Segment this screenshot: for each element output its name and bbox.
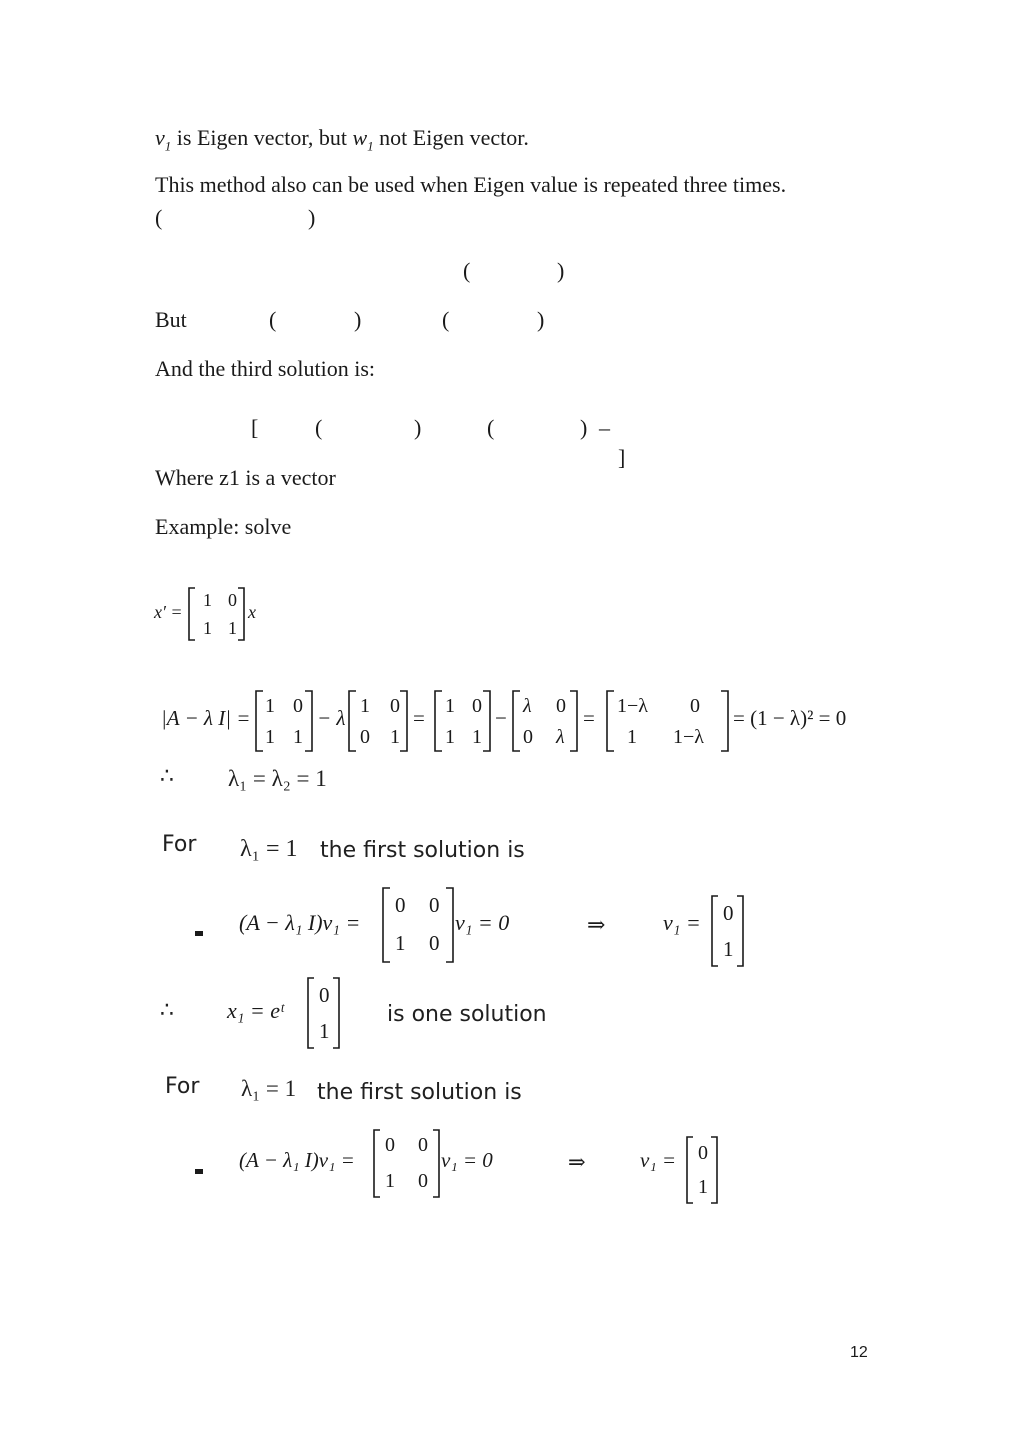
block1-equation (235, 882, 755, 972)
svg-text:0: 0 (472, 695, 482, 717)
svg-text:1: 1 (445, 726, 455, 748)
svg-text:λ: λ (523, 695, 532, 717)
svg-text:1: 1 (472, 726, 482, 748)
w-symbol: w (352, 125, 368, 150)
svg-text:1−λ: 1−λ (673, 726, 704, 748)
svg-text:1: 1 (203, 590, 212, 610)
paren-close-a: ) (308, 205, 316, 230)
svg-text:1−λ: 1−λ (617, 695, 648, 717)
third-close-1: ) (414, 415, 422, 440)
svg-text:v₁ = 0: v₁ = 0 (455, 910, 510, 935)
example-label: Example: solve (155, 514, 292, 539)
therefore-symbol-1: ∴ (160, 764, 174, 789)
one-solution-caption: is one solution (387, 1002, 547, 1027)
paren-close-b: ) (557, 258, 565, 283)
svg-text:⇒: ⇒ (568, 1150, 586, 1174)
caption-1: the first solution is (320, 838, 525, 863)
svg-text:|A − λ I| =: |A − λ I| = (161, 706, 251, 730)
for-label-1: For (162, 832, 197, 857)
svg-text:(A − λ₁ I)v₁ =: (A − λ₁ I)v₁ = (239, 910, 361, 935)
third-solution-intro: And the third solution is: (155, 356, 375, 381)
intro-part1: is Eigen vector, but (171, 125, 353, 150)
method-note: This method also can be used when Eigen value is repeated three times. (155, 172, 787, 197)
svg-text:= (1 − λ)² = 0: = (1 − λ)² = 0 (733, 706, 847, 730)
bullet-dot-1 (195, 931, 203, 936)
svg-text:0: 0 (418, 1170, 428, 1192)
svg-text:λ: λ (556, 726, 565, 748)
svg-text:0: 0 (698, 1142, 708, 1164)
svg-text:0: 0 (385, 1134, 395, 1156)
svg-text:0: 0 (723, 901, 734, 925)
svg-text:v₁ = 0: v₁ = 0 (441, 1148, 493, 1172)
svg-text:1: 1 (319, 1019, 330, 1043)
svg-text:1: 1 (360, 695, 370, 717)
but-close-2: ) (537, 307, 545, 332)
paren-open-b: ( (463, 258, 471, 283)
svg-text:0: 0 (395, 893, 406, 917)
svg-text:1: 1 (265, 695, 275, 717)
svg-text:x₁ = eᵗ: x₁ = eᵗ (227, 998, 284, 1023)
ode-lhs: x′ = (154, 602, 183, 622)
svg-text:1: 1 (293, 726, 303, 748)
svg-text:− λ: − λ (317, 706, 346, 730)
svg-text:0: 0 (228, 590, 237, 610)
svg-text:1: 1 (445, 695, 455, 717)
lambda-eq-2: λ₁ = 1 (241, 1076, 297, 1101)
third-bracket-open: [ (251, 415, 259, 440)
svg-text:−: − (495, 706, 507, 730)
svg-text:1: 1 (395, 931, 406, 955)
but-open-2: ( (442, 307, 450, 332)
svg-text:0: 0 (523, 726, 533, 748)
svg-text:0: 0 (360, 726, 370, 748)
therefore-symbol-2: ∴ (160, 998, 174, 1023)
intro-line (155, 125, 529, 154)
third-bracket-close: ] (618, 445, 626, 470)
w-subscript: 1 (367, 138, 374, 154)
svg-text:0: 0 (390, 695, 400, 717)
svg-text:v₁ =: v₁ = (640, 1148, 677, 1172)
ode-rhs: x (248, 602, 256, 622)
for-label-2: For (165, 1074, 200, 1099)
svg-text:0: 0 (690, 695, 700, 717)
svg-text:0: 0 (556, 695, 566, 717)
v-symbol: v (155, 125, 165, 150)
where-note: Where z1 is a vector (155, 465, 336, 490)
svg-text:v₁ =: v₁ = (663, 910, 701, 935)
svg-text:0: 0 (429, 931, 440, 955)
lambda-eq-1: λ₁ = 1 (240, 836, 298, 862)
svg-text:0: 0 (319, 983, 330, 1007)
but-open-1: ( (269, 307, 277, 332)
svg-text:0: 0 (293, 695, 303, 717)
svg-text:1: 1 (228, 618, 237, 638)
svg-text:0: 0 (418, 1134, 428, 1156)
svg-text:⇒: ⇒ (587, 912, 606, 937)
svg-text:1: 1 (627, 726, 637, 748)
third-minus: – (599, 415, 610, 440)
ode-equation (150, 582, 280, 644)
paren-open-a: ( (155, 205, 163, 230)
intro-part2: not Eigen vector. (373, 125, 529, 150)
svg-text:(A − λ₁ I)v₁ =: (A − λ₁ I)v₁ = (239, 1148, 355, 1172)
but-label: But (155, 307, 187, 332)
v-subscript: 1 (164, 138, 172, 154)
third-close-2: ) (580, 415, 588, 440)
svg-text:1: 1 (723, 937, 734, 961)
svg-text:=: = (413, 706, 425, 730)
svg-text:1: 1 (390, 726, 400, 748)
third-open-1: ( (315, 415, 323, 440)
svg-text:1: 1 (203, 618, 212, 638)
svg-text:1: 1 (385, 1170, 395, 1192)
svg-text:1: 1 (265, 726, 275, 748)
eigenvalues-equal: λ₁ = λ₂ = 1 (228, 766, 327, 791)
third-open-2: ( (487, 415, 495, 440)
block2-equation (235, 1125, 735, 1210)
svg-text:=: = (583, 706, 595, 730)
svg-text:1: 1 (698, 1176, 708, 1198)
bullet-dot-2 (195, 1169, 203, 1174)
one-solution-equation (225, 972, 365, 1052)
caption-2: the first solution is (317, 1080, 522, 1105)
characteristic-equation (155, 685, 865, 757)
but-close-1: ) (354, 307, 362, 332)
page-number: 12 (850, 1344, 868, 1361)
svg-text:0: 0 (429, 893, 440, 917)
